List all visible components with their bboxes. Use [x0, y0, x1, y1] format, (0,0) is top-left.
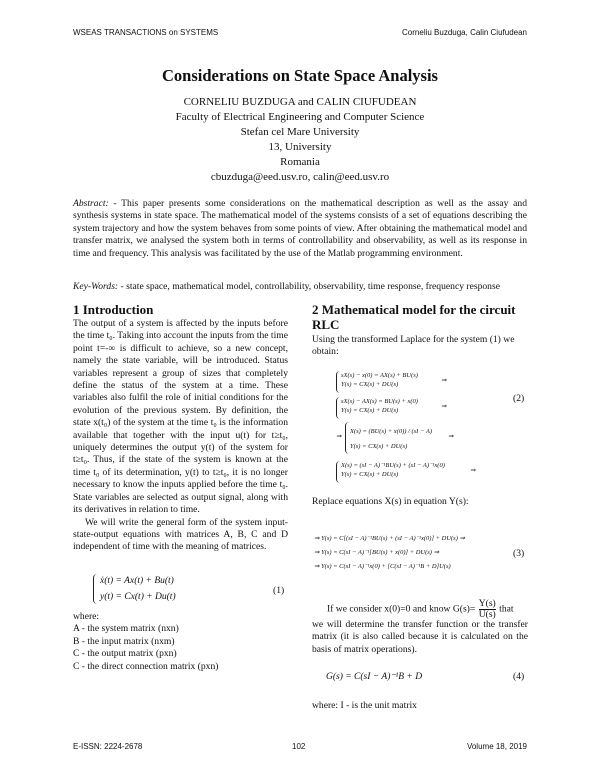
eq2-line5: X(s) = (BU(s) + x(0)) / (sI − A) [350, 428, 432, 435]
eq2-number: (2) [513, 393, 525, 404]
author-university: Stefan cel Mare University [240, 126, 360, 138]
keywords [73, 281, 527, 293]
eq4: G(s) = C(sI − A)⁻¹B + D [326, 672, 423, 682]
eq2-line6: Y(s) = CX(s) + DU(s) [350, 443, 408, 450]
consider-text: If we consider x(0)=0 and know G(s)= [327, 603, 476, 615]
header-authors: Corneliu Buzduga, Calin Ciufudean [402, 28, 527, 37]
eq1-brace [93, 574, 99, 604]
implies-2: ⇒ [441, 403, 447, 410]
eq2-line7: X(s) = (sI − A)⁻¹BU(s) + (sI − A)⁻¹x(0) [341, 462, 445, 469]
general-form-paragraph: We will write the general form of the system input-state-output equations with matrices A, B, C and D independent of time with the meaning of matrices. [73, 516, 288, 553]
def-c: C - the output matrix (pxn) [73, 648, 177, 660]
eq2-line1: sX(s) − x(0) = AX(s) + BU(s) [341, 372, 418, 379]
footer-issn: E-ISSN: 2224-2678 [73, 742, 143, 751]
author-emails: cbuzduga@eed.usv.ro, calin@eed.usv.ro [210, 171, 390, 183]
fraction-denominator: U(s) [478, 609, 496, 620]
abstract-label: Abstract: [73, 198, 109, 209]
section1-heading: 1 Introduction [73, 302, 154, 317]
eq2-line2: Y(s) = CX(s) + DU(s) [341, 381, 399, 388]
journal-name: WSEAS TRANSACTIONS on SYSTEMS [73, 28, 219, 37]
eq3-line3: ⇒ Y(s) = C(sI − A)⁻¹x(0) + [C(sI − A)⁻¹B + D]U(s) [314, 563, 451, 570]
implies-5: ⇒ [470, 467, 476, 474]
implies-4: ⇒ [448, 433, 454, 440]
keywords-label: Key-Words: [73, 281, 119, 292]
unit-matrix-note: where: I - is the unit matrix [312, 700, 417, 711]
eq3-line1: ⇒ Y(s) = C[(sI − A)⁻¹BU(s) + (sI − A)⁻¹x(0)] + DU(s) ⇒ [314, 535, 465, 542]
author-names: CORNELIU BUZDUGA and CALIN CIUFUDEAN [183, 96, 417, 108]
eq3-number: (3) [513, 548, 525, 559]
matrix-definitions [73, 611, 288, 673]
eq1-line2: y(t) = Cx(t) + Du(t) [100, 592, 176, 602]
eq1-number: (1) [273, 585, 285, 596]
keywords-text: - state space, mathematical model, controllability, observability, time response, frequency response [118, 281, 500, 292]
eq1-line1: ẋ(t) = Ax(t) + Bu(t) [100, 576, 174, 586]
intro-paragraph: The output of a system is affected by the inputs before the time t₀. Taking into account the inputs from the time point t=-∞ is difficult to achieve, so a new concept, namely the state variable, will be introduced. Status variables represent a group of sizes that completely define the status of the system at a time. These variables also fulfil the role of initial conditions for the evolution of the previous system. By definition, the state x(t₀) of the system at the time t₀ is the information available that together with the input u(t) for t≥t₀, uniquely determines the output y(t) of the system for t≥t₀. Thus, if the state of the system is known at the time t₀ of its determination, y(t) to t≥t₀, it is no longer necessary to know the inputs applied before the time t₀. State variables are selected as output signal, along with its derivatives in relation to time. [73, 318, 288, 516]
section1-body [73, 318, 288, 554]
eq2-line8: Y(s) = CX(s) + DU(s) [341, 471, 399, 478]
author-country: Romania [280, 156, 320, 168]
eq4-number: (4) [513, 671, 525, 682]
fraction-numerator: Y(s) [478, 598, 496, 609]
laplace-intro: Using the transformed Laplace for the system (1) we obtain: [312, 334, 515, 358]
section2-heading: 2 Mathematical model for the circuit RLC [312, 302, 516, 332]
implies-3: ⇒ [336, 433, 342, 440]
that-text: that [499, 603, 514, 615]
implies-1: ⇒ [441, 377, 447, 384]
abstract-text: - This paper presents some considerations on the mathematical description as well as the assay and synthesis systems in state space. The mathematical model of the systems consists of a set of equations describing the system trajectory and how the system behaves from some points of view. After obtaining the mathematical model and transfer matrix, we analysed the system both in terms of controllability and observability, as well as its response in time and frequency. This analysis was facilitated by the use of the Matlab programming environment. [73, 198, 527, 259]
where-label: where: [73, 611, 100, 622]
replace-text: Replace equations X(s) in equation Y(s): [312, 496, 469, 507]
eq2-line4: Y(s) = CX(s) + DU(s) [341, 407, 399, 414]
author-faculty: Faculty of Electrical Engineering and Computer Science [175, 111, 425, 123]
eq3-line2: ⇒ Y(s) = C(sI − A)⁻¹[BU(s) + x(0)] + DU(s) ⇒ [314, 549, 440, 556]
transfer-explanation: we will determine the transfer function or the transfer matrix (it is also called because it is calculated on the basis of matrix operations). [312, 619, 528, 655]
transfer-fraction [479, 599, 496, 620]
eq2-line3: sX(s) − AX(s) = BU(s) + x(0) [341, 398, 418, 405]
abstract [73, 198, 527, 260]
page-number: 102 [292, 742, 306, 751]
def-a: A - the system matrix (nxn) [73, 623, 179, 635]
def-d: C - the direct connection matrix (pxn) [73, 660, 219, 672]
author-address: 13, University [268, 141, 332, 153]
footer-volume: Volume 18, 2019 [466, 742, 527, 751]
paper-title: Considerations on State Space Analysis [162, 66, 438, 85]
def-b: B - the input matrix (nxm) [73, 635, 175, 647]
transfer-line [327, 599, 528, 620]
